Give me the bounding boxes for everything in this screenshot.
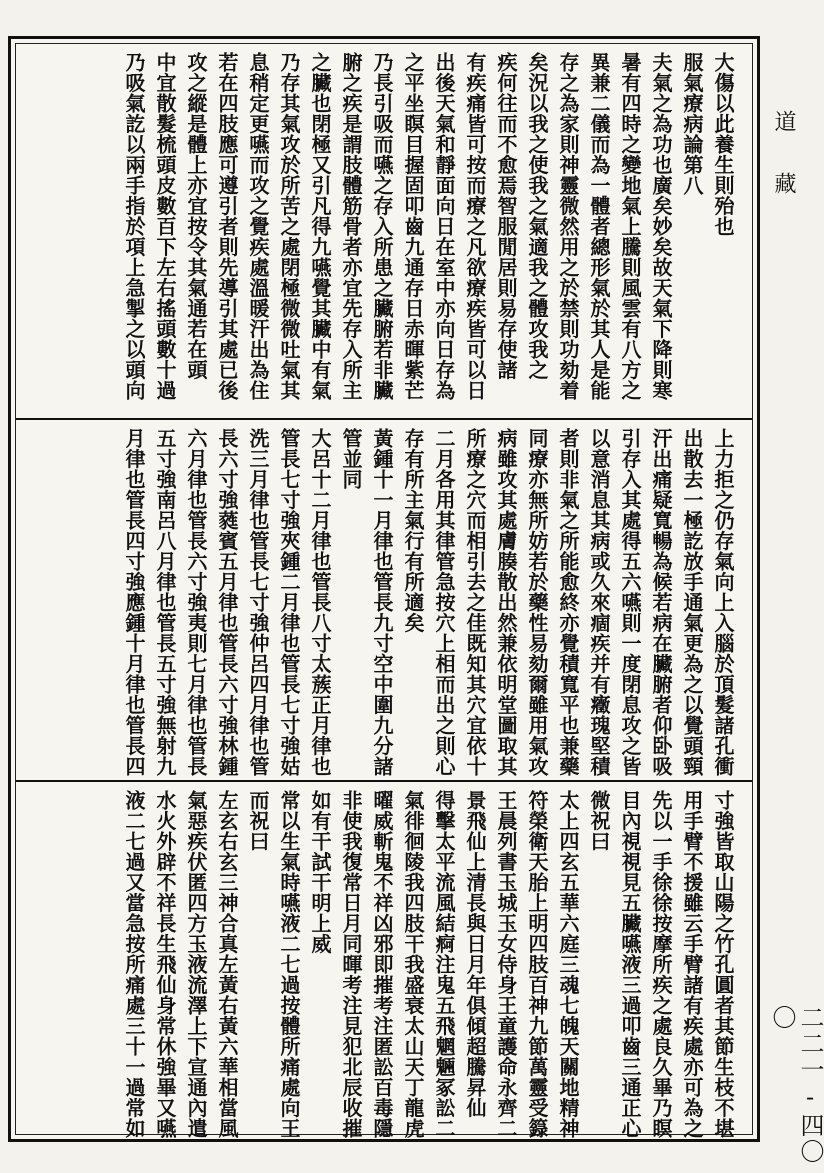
text-column: 長六寸強蕤賓五月律也管長六寸強林鍾	[215, 428, 239, 777]
text-column: 有疾痛皆可按而療之凡欲療疾皆可以日	[463, 52, 487, 401]
text-column: 非使我復常日月同暉考注見犯北辰收摧	[339, 790, 363, 1139]
text-column: 氣惡疾伏匿四方玉液流澤上下宣通內遣	[184, 790, 208, 1139]
text-column: 管長七寸強夾鍾二月律也管長七寸強姑	[277, 428, 301, 777]
text-column: 息稍定更嚥而攻之覺疾處溫暖汗出為住	[246, 52, 270, 401]
text-column: 乃吸氣訖以兩手指於項上急掣之以頭向	[122, 52, 146, 401]
text-column: 洗三月律也管長七寸強仲呂四月律也管	[246, 428, 270, 777]
text-column: 若在四肢應可遵引者則先導引其處已後	[215, 52, 239, 401]
text-band-middle	[16, 418, 752, 780]
text-column: 五寸強南呂八月律也管長五寸強無射九	[153, 428, 177, 777]
text-column: 太上四玄五華六庭三魂七魄天關地精神	[556, 790, 580, 1139]
text-column: 疾何往而不愈焉智服閒居則易存使諸	[494, 52, 518, 380]
text-column: 目內視視見五臟嚥液三過叩齒三通正心	[618, 790, 642, 1139]
side-margin	[762, 0, 824, 1173]
text-column: 大傷以此養生則殆也	[711, 52, 735, 237]
text-column: 而祝曰	[246, 790, 270, 852]
text-column: 王晨列書玉城玉女侍身王童護命永齊二	[494, 790, 518, 1139]
text-column: 攻之縱是體上亦宜按令其氣通若在頭	[184, 52, 208, 380]
text-column: 微祝曰	[587, 790, 611, 852]
text-column: 異兼二儀而為一體者總形氣於其人是能	[587, 52, 611, 401]
text-column: 用手臂不援雖云手臂諸有疾處亦可為之	[680, 790, 704, 1139]
text-column: 先以一手徐徐按摩所疾之處良久畢乃瞑	[649, 790, 673, 1139]
text-column: 服氣療病論第八	[680, 52, 704, 196]
text-column: 暑有四時之變地氣上騰則風雲有八方之	[618, 52, 642, 401]
text-column: 常以生氣時嚥液二七過按體所痛處向王	[277, 790, 301, 1139]
text-column: 中宜散髮梳頭皮數百下左右搖頭數十過	[153, 52, 177, 401]
text-column: 出散去一極訖放手通氣更為之以覺頭頸	[680, 428, 704, 777]
page-number: 二二一-四〇〇	[768, 1005, 824, 1165]
text-column: 寸強皆取山陽之竹孔圓者其節生枝不堪	[711, 790, 735, 1139]
text-column: 以意消息其病或久來痼疾并有癥瑰堅積	[587, 428, 611, 777]
text-column: 病雖攻其處膚腠散出然兼依明堂圖取其	[494, 428, 518, 777]
text-column: 上力拒之仍存氣向上入腦於頂髮諸孔衝	[711, 428, 735, 777]
column-group-middle	[22, 428, 738, 776]
text-column: 之平坐瞑目握固叩齒九通存日赤暉紫芒	[401, 52, 425, 401]
text-column: 存之為家則神靈微然用之於禁則功劾着	[556, 52, 580, 401]
text-column: 曜威斬鬼不祥凶邪即摧考注匿訟百毒隱	[370, 790, 394, 1139]
page-frame	[8, 36, 760, 1142]
text-column: 矣況以我之使我之氣適我之體攻我之	[525, 52, 549, 380]
text-column: 二月各用其律管急按穴上相而出之則心	[432, 428, 456, 777]
text-band-top	[16, 44, 752, 416]
text-column: 所療之穴而相引去之佳既知其穴宜依十	[463, 428, 487, 777]
column-group-top	[22, 52, 738, 412]
text-column: 引存入其處得五六嚥則一度閉息攻之皆	[618, 428, 642, 777]
text-band-bottom	[16, 780, 752, 1142]
text-column: 景飛仙上清長與日月年俱傾超騰昇仙	[463, 790, 487, 1118]
text-column: 乃存其氣攻於所苦之處閉極微微吐氣其	[277, 52, 301, 401]
text-column: 水火外辟不祥長生飛仙身常休強畢又嚥	[153, 790, 177, 1139]
page-inner-border	[15, 43, 753, 1139]
text-column: 液二七過又當急按所痛處三十一過常如	[122, 790, 146, 1139]
text-column: 得擊太平流風結痾注鬼五飛魍魎冢訟二	[432, 790, 456, 1139]
collection-title: 道藏	[771, 110, 796, 234]
text-column: 左玄右玄三神合真左黃右黃六華相當風	[215, 790, 239, 1139]
text-column: 同療亦無所妨若於藥性易劾爾雖用氣攻	[525, 428, 549, 777]
text-column: 出後天氣和靜面向日在室中亦向日存為	[432, 52, 456, 401]
text-column: 符榮衛天胎上明四肢百神九節萬靈受籙	[525, 790, 549, 1139]
column-group-bottom	[22, 790, 738, 1138]
text-column: 夫氣之為功也廣矣妙矣故天氣下降則寒	[649, 52, 673, 401]
text-column: 者則非氣之所能愈終亦覺積寬平也兼藥	[556, 428, 580, 777]
text-column: 大呂十二月律也管長八寸太蔟正月律也	[308, 428, 332, 777]
text-column: 腑之疾是謂肢體筋骨者亦宜先存入所主	[339, 52, 363, 401]
text-column: 黃鍾十一月律也管長九寸空中圍九分諸	[370, 428, 394, 777]
text-column: 之臟也閉極又引凡得九嚥覺其臟中有氣	[308, 52, 332, 401]
text-column: 管並同	[339, 428, 363, 490]
text-column: 月律也管長四寸強應鍾十月律也管長四	[122, 428, 146, 777]
text-column: 如有干試干明上威	[308, 790, 332, 954]
text-column: 六月律也管長六寸強夷則七月律也管長	[184, 428, 208, 777]
text-column: 乃長引吸而嚥之存入所患之臟腑若非臟	[370, 52, 394, 401]
text-column: 氣徘徊陵我四肢干我盛衰太山天丁龍虎	[401, 790, 425, 1139]
text-column: 汗出痛疑寬暢為候若病在臟腑者仰卧吸	[649, 428, 673, 777]
text-column: 存有所主氣行有所適矣	[401, 428, 425, 633]
